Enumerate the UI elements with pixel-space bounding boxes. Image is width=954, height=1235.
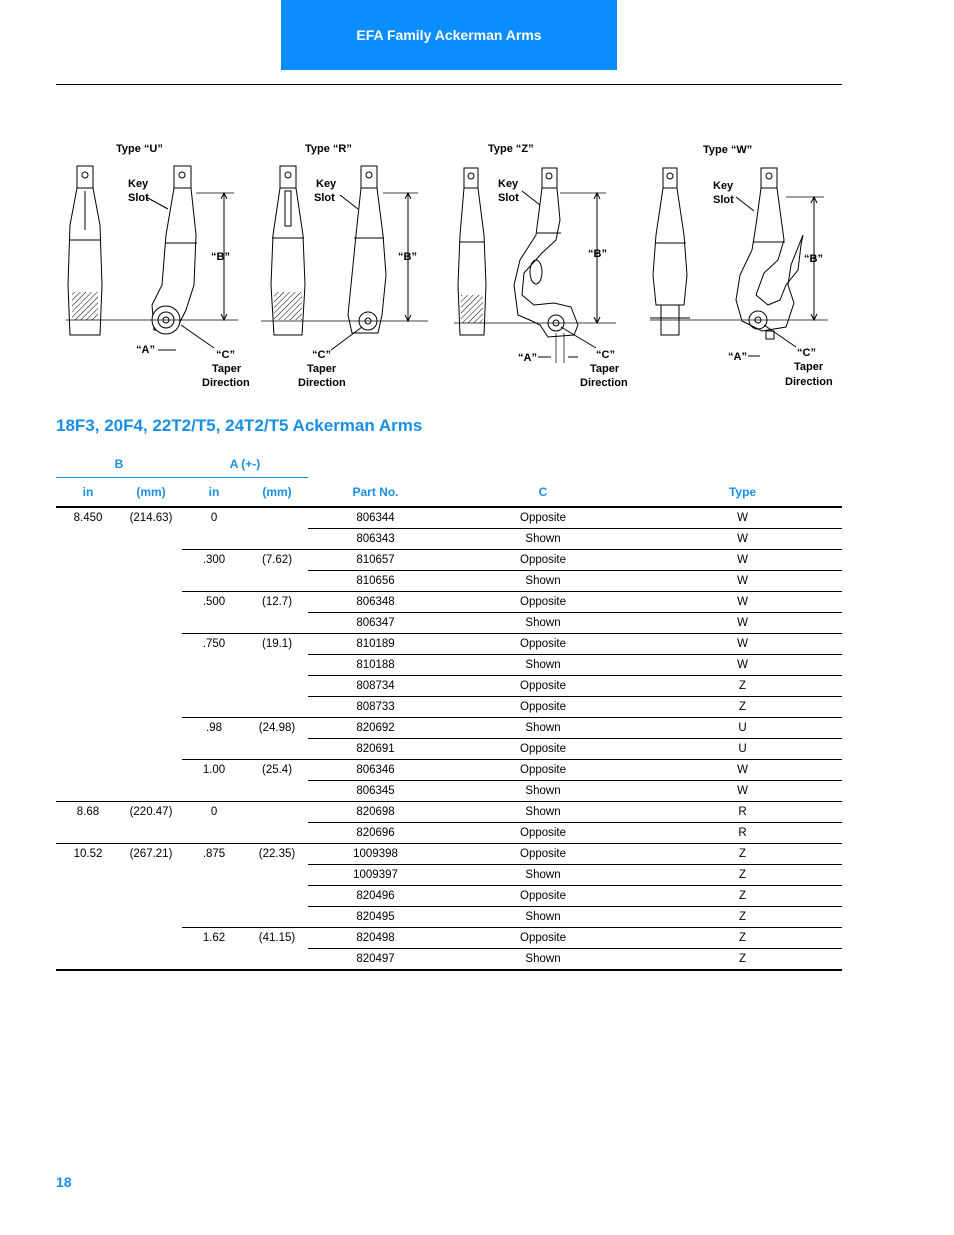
b-mm-cell: (214.63)	[129, 512, 173, 524]
b-mm-cell	[120, 550, 182, 571]
b-in-cell	[56, 550, 120, 571]
c-cell: Shown	[443, 949, 643, 971]
a-in-cell	[182, 655, 246, 676]
b-mm-cell	[120, 571, 182, 592]
a-in-cell	[182, 739, 246, 760]
type-cell: W	[643, 529, 842, 550]
type-cell: Z	[643, 676, 842, 697]
part-no-cell: 820691	[308, 739, 443, 760]
c-cell: Shown	[443, 529, 643, 550]
header-tab-title: EFA Family Ackerman Arms	[356, 27, 542, 43]
a-mm-cell	[246, 886, 308, 907]
table-row	[56, 507, 842, 529]
b-in-cell	[56, 907, 120, 928]
b-mm-cell	[120, 529, 182, 550]
table-row	[56, 739, 842, 760]
part-no-cell: 810656	[308, 571, 443, 592]
type-u-taper: Taper	[212, 363, 242, 375]
c-cell: Shown	[443, 907, 643, 928]
b-in-cell	[56, 613, 120, 634]
part-no-cell: 1009398	[308, 844, 443, 865]
b-mm-cell	[120, 886, 182, 907]
ackerman-arms-table	[56, 450, 842, 971]
b-mm-cell: (267.21)	[120, 844, 182, 865]
a-mm-cell: (22.35)	[246, 844, 308, 865]
table-row	[56, 928, 842, 949]
part-no-cell: 810189	[308, 634, 443, 655]
b-in-cell	[56, 676, 120, 697]
section-title: 18F3, 20F4, 22T2/T5, 24T2/T5 Ackerman Arms	[56, 416, 423, 435]
a-in-cell	[182, 781, 246, 802]
b-in-cell	[56, 949, 120, 971]
type-u-a: “A”	[136, 344, 155, 356]
a-in-cell: .750	[182, 634, 246, 655]
type-cell: Z	[643, 907, 842, 928]
part-no-cell: 808734	[308, 676, 443, 697]
type-u-direction: Direction	[202, 377, 250, 389]
type-cell: W	[643, 592, 842, 613]
type-z-drawing	[454, 143, 628, 389]
type-w-a: “A”	[728, 351, 747, 363]
c-cell: Opposite	[443, 550, 643, 571]
a-mm-cell	[246, 802, 308, 823]
type-cell: W	[643, 571, 842, 592]
a-mm-cell	[246, 613, 308, 634]
c-cell: Shown	[443, 865, 643, 886]
type-u-drawing	[66, 143, 250, 389]
type-r-b: “B”	[398, 251, 417, 263]
c-cell: Shown	[443, 802, 643, 823]
part-no-cell: 820698	[308, 802, 443, 823]
type-r-drawing	[261, 143, 428, 389]
b-in-cell	[56, 781, 120, 802]
table-row	[56, 865, 842, 886]
b-in-cell	[56, 865, 120, 886]
a-mm-cell	[246, 907, 308, 928]
b-in-cell	[56, 529, 120, 550]
c-cell: Opposite	[443, 886, 643, 907]
a-mm-cell: (41.15)	[246, 928, 308, 949]
type-w-b: “B”	[804, 253, 823, 265]
b-in-cell	[56, 886, 120, 907]
c-cell: Shown	[443, 655, 643, 676]
part-no-cell: 808733	[308, 697, 443, 718]
b-mm-cell	[120, 676, 182, 697]
type-u-slot: Slot	[128, 192, 149, 204]
part-no-cell: 820495	[308, 907, 443, 928]
type-r-taper: Taper	[307, 363, 337, 375]
table-body	[56, 507, 842, 970]
b-mm-cell	[120, 718, 182, 739]
type-u-key: Key	[128, 178, 149, 190]
a-in-cell	[182, 571, 246, 592]
part-no-cell: 810188	[308, 655, 443, 676]
b-mm-cell	[120, 613, 182, 634]
header-type: Type	[643, 478, 842, 508]
b-mm-cell	[120, 781, 182, 802]
c-cell: Opposite	[443, 634, 643, 655]
header-a: A (+-)	[182, 450, 308, 478]
a-in-cell: 0	[210, 512, 218, 524]
type-cell: W	[643, 760, 842, 781]
a-mm-cell	[246, 529, 308, 550]
table-row	[56, 592, 842, 613]
type-cell: Z	[643, 928, 842, 949]
header-rule	[56, 84, 842, 85]
table-row	[56, 634, 842, 655]
type-z-slot: Slot	[498, 192, 519, 204]
c-cell: Shown	[443, 571, 643, 592]
b-mm-cell	[120, 697, 182, 718]
a-mm-cell	[246, 739, 308, 760]
c-cell: Opposite	[443, 739, 643, 760]
c-cell: Shown	[443, 613, 643, 634]
type-r-key: Key	[316, 178, 337, 190]
b-mm-cell	[120, 760, 182, 781]
type-u-b: “B”	[211, 251, 230, 263]
table-row	[56, 907, 842, 928]
b-in-cell	[56, 739, 120, 760]
table-row	[56, 718, 842, 739]
b-mm-cell	[120, 592, 182, 613]
type-u-c: “C”	[216, 349, 235, 361]
part-no-cell: 820496	[308, 886, 443, 907]
type-r-c: “C”	[312, 349, 331, 361]
c-cell: Shown	[443, 718, 643, 739]
c-cell: Opposite	[443, 760, 643, 781]
type-r-slot: Slot	[314, 192, 335, 204]
header-tab	[281, 0, 617, 70]
table-row	[56, 802, 842, 823]
type-w-title: Type “W”	[703, 144, 753, 156]
header-part-no: Part No.	[308, 478, 443, 508]
table-row	[56, 781, 842, 802]
type-cell: U	[643, 739, 842, 760]
part-no-cell: 806346	[308, 760, 443, 781]
a-in-cell: .500	[182, 592, 246, 613]
part-no-cell: 806348	[308, 592, 443, 613]
b-mm-cell	[120, 634, 182, 655]
type-cell: R	[643, 823, 842, 844]
type-z-key: Key	[498, 178, 519, 190]
arm-diagram	[56, 135, 842, 400]
table-row	[56, 949, 842, 971]
b-in-cell	[56, 760, 120, 781]
type-z-a: “A”	[518, 352, 537, 364]
table-row	[56, 844, 842, 865]
type-w-c: “C”	[797, 347, 816, 359]
a-in-cell	[182, 949, 246, 971]
b-in-cell	[56, 655, 120, 676]
b-in-cell	[56, 592, 120, 613]
a-in-cell	[182, 529, 246, 550]
table-row	[56, 529, 842, 550]
a-mm-cell	[246, 655, 308, 676]
b-in-cell	[56, 571, 120, 592]
table-row	[56, 823, 842, 844]
a-in-cell: 1.00	[182, 760, 246, 781]
part-no-cell: 806343	[308, 529, 443, 550]
type-cell: Z	[643, 865, 842, 886]
a-in-cell	[182, 865, 246, 886]
part-no-cell: 820498	[308, 928, 443, 949]
part-no-cell: 810657	[308, 550, 443, 571]
b-mm-cell	[120, 928, 182, 949]
type-w-key: Key	[713, 180, 734, 192]
type-z-b: “B”	[588, 248, 607, 260]
type-z-title: Type “Z”	[488, 143, 534, 155]
header-c: C	[443, 478, 643, 508]
header-a-mm: (mm)	[246, 478, 308, 508]
type-cell: Z	[643, 844, 842, 865]
c-cell: Opposite	[443, 823, 643, 844]
type-z-taper: Taper	[590, 363, 620, 375]
a-in-cell: .98	[182, 718, 246, 739]
c-cell: Shown	[443, 781, 643, 802]
part-no-cell: 820692	[308, 718, 443, 739]
part-no-cell: 820696	[308, 823, 443, 844]
a-in-cell: 1.62	[182, 928, 246, 949]
header-b-mm: (mm)	[120, 478, 182, 508]
a-mm-cell: (12.7)	[246, 592, 308, 613]
a-mm-cell: (25.4)	[246, 760, 308, 781]
c-cell: Opposite	[443, 592, 643, 613]
header-b-in: in	[56, 478, 120, 508]
type-cell: W	[643, 655, 842, 676]
b-mm-cell	[120, 949, 182, 971]
type-z-c: “C”	[596, 349, 615, 361]
type-u-title: Type “U”	[116, 143, 163, 155]
b-in-cell	[56, 634, 120, 655]
type-r-direction: Direction	[298, 377, 346, 389]
b-mm-cell	[120, 655, 182, 676]
type-cell: W	[643, 507, 842, 529]
type-r-title: Type “R”	[305, 143, 352, 155]
header-a-in: in	[182, 478, 246, 508]
page-number: 18	[56, 1174, 72, 1190]
part-no-cell: 820497	[308, 949, 443, 971]
a-mm-cell: (24.98)	[246, 718, 308, 739]
b-mm-cell: (220.47)	[120, 802, 182, 823]
a-in-cell	[182, 823, 246, 844]
table-row	[56, 676, 842, 697]
type-cell: Z	[643, 697, 842, 718]
type-cell: W	[643, 550, 842, 571]
type-cell: R	[643, 802, 842, 823]
a-mm-cell	[246, 676, 308, 697]
a-in-cell: 0	[182, 802, 246, 823]
table-row	[56, 655, 842, 676]
a-in-cell	[182, 907, 246, 928]
type-w-taper: Taper	[794, 361, 824, 373]
type-cell: U	[643, 718, 842, 739]
a-in-cell	[182, 886, 246, 907]
type-w-direction: Direction	[785, 376, 833, 388]
b-in-cell: 10.52	[56, 844, 120, 865]
table-row	[56, 760, 842, 781]
part-no-cell: 806345	[308, 781, 443, 802]
type-cell: W	[643, 634, 842, 655]
b-mm-cell	[120, 865, 182, 886]
type-z-direction: Direction	[580, 377, 628, 389]
table-row	[56, 886, 842, 907]
b-in-cell: 8.450	[73, 512, 103, 524]
type-cell: W	[643, 613, 842, 634]
part-no-cell: 1009397	[308, 865, 443, 886]
a-mm-cell	[246, 697, 308, 718]
c-cell: Opposite	[443, 928, 643, 949]
b-in-cell	[56, 697, 120, 718]
b-in-cell	[56, 718, 120, 739]
c-cell: Opposite	[443, 676, 643, 697]
a-mm-cell	[246, 865, 308, 886]
a-mm-cell	[246, 781, 308, 802]
a-in-cell	[182, 676, 246, 697]
c-cell: Opposite	[443, 697, 643, 718]
b-mm-cell	[120, 907, 182, 928]
a-mm-cell	[246, 507, 308, 529]
type-cell: Z	[643, 886, 842, 907]
b-mm-cell	[120, 823, 182, 844]
a-mm-cell	[246, 823, 308, 844]
type-cell: W	[643, 781, 842, 802]
table-row	[56, 697, 842, 718]
part-no-cell: 806344	[308, 507, 443, 529]
a-mm-cell: (19.1)	[246, 634, 308, 655]
c-cell: Opposite	[443, 507, 643, 529]
type-w-drawing	[650, 144, 833, 388]
a-in-cell: .300	[182, 550, 246, 571]
type-w-slot: Slot	[713, 194, 734, 206]
table-row	[56, 613, 842, 634]
b-in-cell: 8.68	[56, 802, 120, 823]
type-cell: Z	[643, 949, 842, 971]
a-in-cell	[182, 613, 246, 634]
header-b: B	[56, 450, 182, 478]
a-in-cell	[182, 697, 246, 718]
b-in-cell	[56, 928, 120, 949]
table-row	[56, 571, 842, 592]
a-mm-cell	[246, 571, 308, 592]
table-row	[56, 550, 842, 571]
b-mm-cell	[120, 739, 182, 760]
a-in-cell: .875	[182, 844, 246, 865]
c-cell: Opposite	[443, 844, 643, 865]
a-mm-cell: (7.62)	[246, 550, 308, 571]
b-in-cell	[56, 823, 120, 844]
a-mm-cell	[246, 949, 308, 971]
part-no-cell: 806347	[308, 613, 443, 634]
